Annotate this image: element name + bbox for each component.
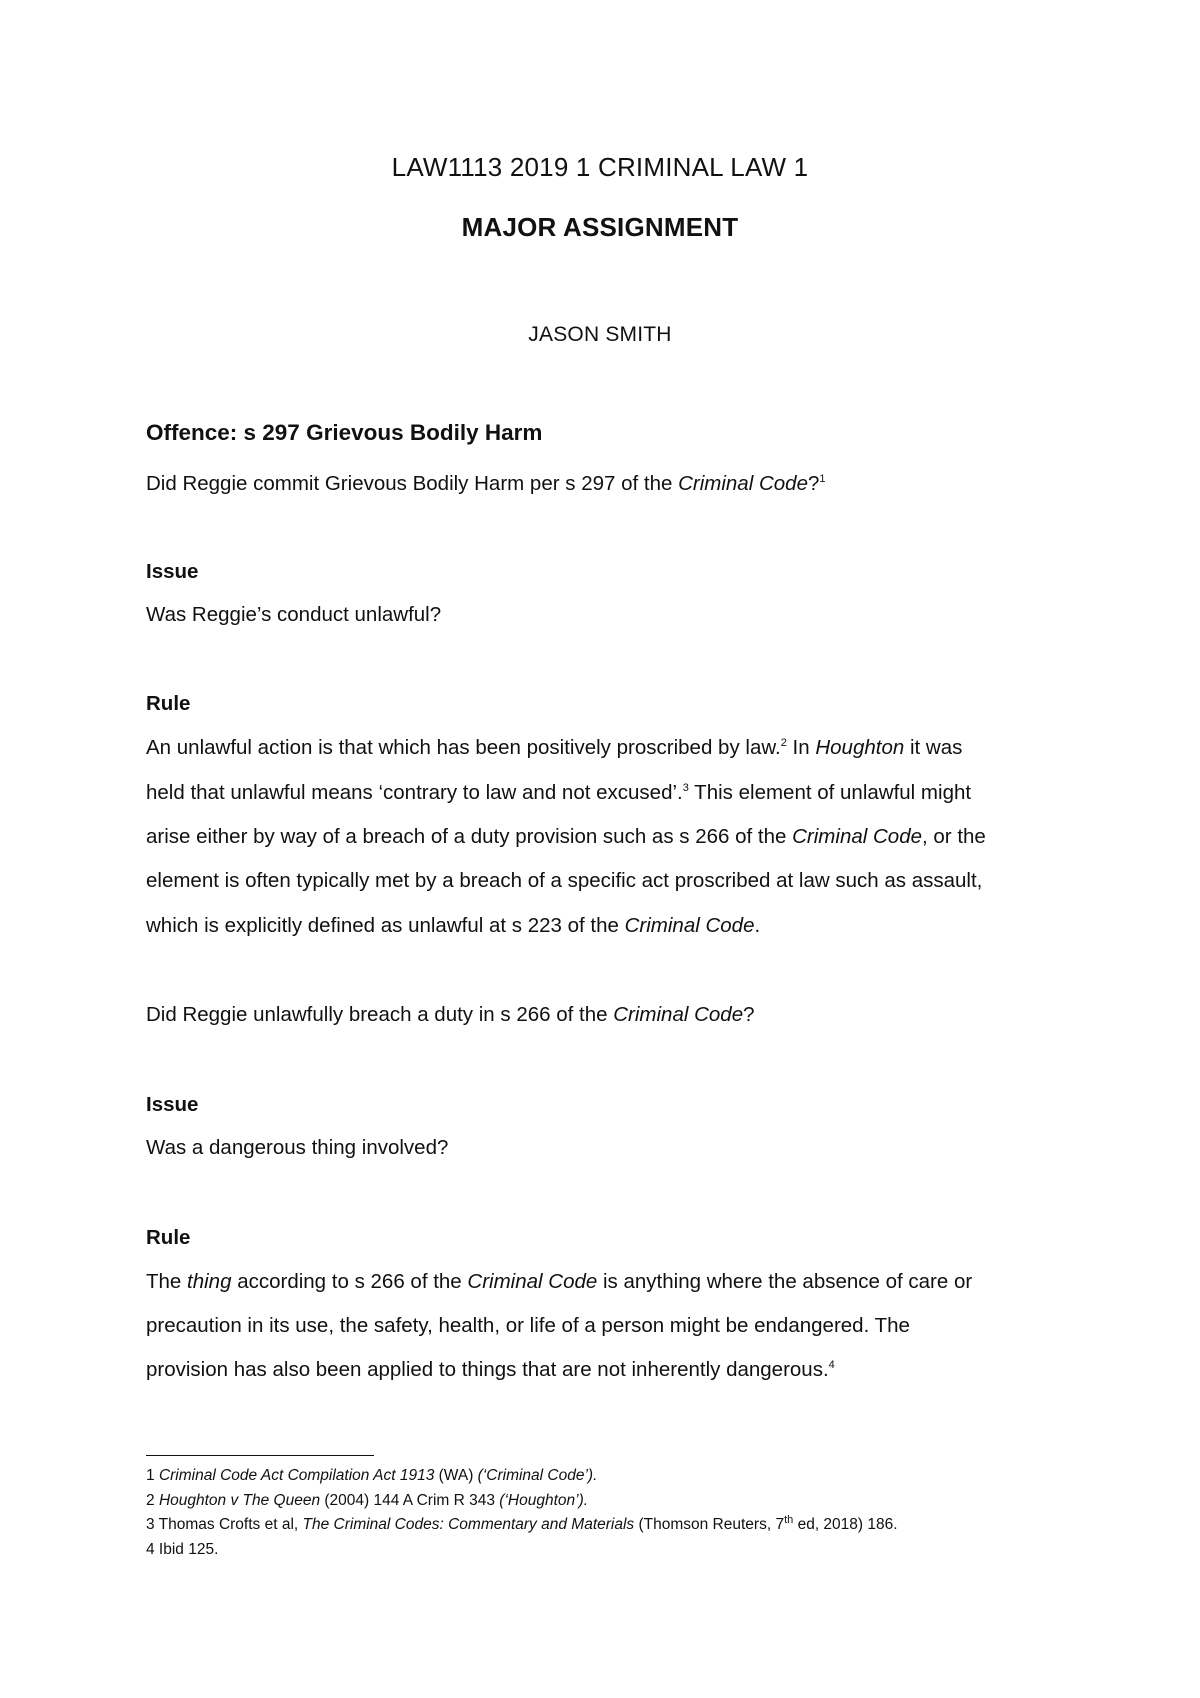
rule2-line-1: The thing according to s 266 of the Criminal Code is anything where the absence of care or bbox=[146, 1270, 973, 1293]
footnote-ref: 1 bbox=[819, 473, 826, 486]
author-name: JASON SMITH bbox=[528, 323, 672, 346]
rule-line-1: An unlawful action is that which has been positively proscribed by law.$^2$ In Houghton it was bbox=[146, 736, 963, 759]
course-title: LAW1113 2019 1 CRIMINAL LAW 1 bbox=[391, 152, 809, 182]
issue-heading-2: Issue bbox=[146, 1093, 199, 1116]
footnote-3: 3 Thomas Crofts et al, The Criminal Codes: Commentary and Materials (Thomson Reuters, 7th ed, 2018) 186. bbox=[146, 1513, 898, 1533]
rule-heading-2: Rule bbox=[146, 1226, 191, 1249]
footnote-ref: 2 bbox=[780, 737, 787, 750]
rule2-line-2: precaution in its use, the safety, health, or life of a person might be endangered. The bbox=[146, 1314, 910, 1337]
offence-heading: Offence: s 297 Grievous Bodily Harm bbox=[146, 420, 543, 445]
footnote-ref: 3 bbox=[682, 782, 689, 795]
footnote-divider bbox=[146, 1455, 374, 1456]
assignment-title: MAJOR ASSIGNMENT bbox=[461, 212, 739, 242]
duty-question: Did Reggie unlawfully breach a duty in s 266 of the Criminal Code? bbox=[146, 1003, 755, 1026]
rule2-line-3: provision has also been applied to things that are not inherently dangerous.$^4$ bbox=[146, 1358, 835, 1381]
offence-question: Did Reggie commit Grievous Bodily Harm per s 297 of the Criminal Code?$^1$ bbox=[146, 472, 826, 495]
footnote-1: 1 Criminal Code Act Compilation Act 1913 (WA) (‘Criminal Code’). bbox=[146, 1467, 598, 1484]
rule-line-4: element is often typically met by a breach of a specific act proscribed at law such as assault, bbox=[146, 869, 983, 892]
issue-text-2: Was a dangerous thing involved? bbox=[146, 1136, 449, 1159]
issue-text: Was Reggie’s conduct unlawful? bbox=[146, 603, 442, 626]
footnote-ref: 4 bbox=[828, 1359, 835, 1372]
rule-line-3: arise either by way of a breach of a duty provision such as s 266 of the Criminal Code, or the bbox=[146, 825, 986, 848]
rule-line-5: which is explicitly defined as unlawful at s 223 of the Criminal Code. bbox=[146, 914, 761, 937]
footnote-4: 4 Ibid 125. bbox=[146, 1541, 219, 1558]
rule-line-2: held that unlawful means ‘contrary to law and not excused’.$^3$ This element of unlawful might bbox=[146, 781, 972, 804]
footnote-2: 2 Houghton v The Queen (2004) 144 A Crim R 343 (‘Houghton’). bbox=[146, 1492, 589, 1509]
issue-heading: Issue bbox=[146, 560, 199, 583]
rule-heading: Rule bbox=[146, 692, 191, 715]
